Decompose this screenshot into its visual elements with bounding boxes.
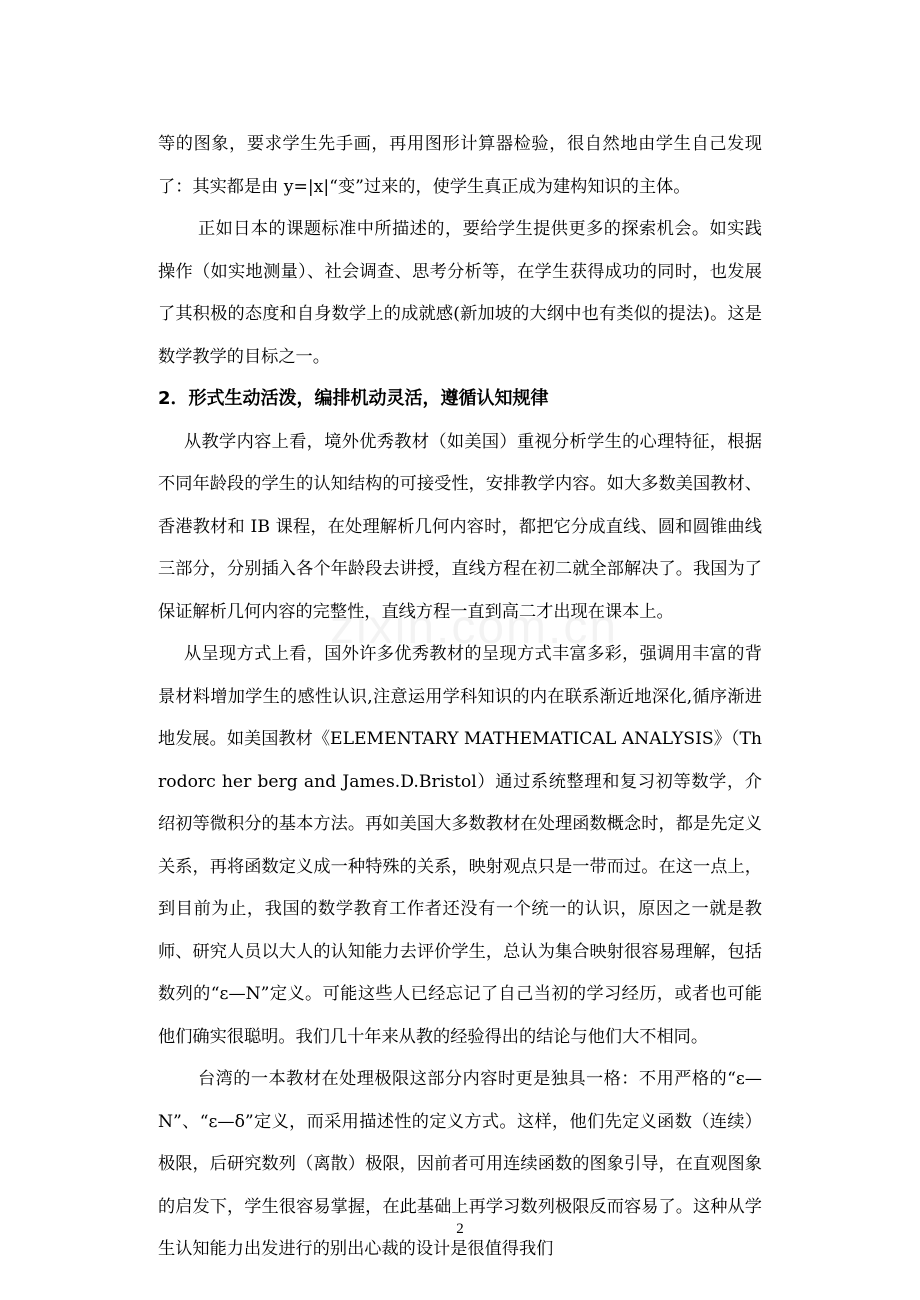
section-paragraph-2: 从呈现方式上看，国外许多优秀教材的呈现方式丰富多彩，强调用丰富的背景材料增加学生的感性认识,注意运用学科知识的内在联系渐近地深化,循序渐进地发展。如美国教材《ELEMENTARY MATHEMATICAL ANALYSIS》（Throdorc her berg and James.D.Bristol）通过系统整理和复习初等数学，介绍初等微积分的基本方法。再如美国大多数教材在处理函数概念时，都是先定义关系，再将函数定义成一种特殊的关系，映射观点只是一带而过。在这一点上，到目前为止，我国的数学教育工作者还没有一个统一的认识，原因之一就是教师、研究人员以大人的认知能力去评价学生，总认为集合映射很容易理解，包括数列的“ε—N”定义。可能这些人已经忘记了自己当初的学习经历，或者也可能他们确实很聪明。我们几十年来从教的经验得出的结论与他们大不相同。	[158, 644, 762, 1047]
section-heading: 2．形式生动活泼，编排机动灵活，遵循认知规律	[158, 388, 549, 409]
paragraph-2: 正如日本的课题标准中所描述的，要给学生提供更多的探索机会。如实践操作（如实地测量）、社会调查、思考分析等，在学生获得成功的同时，也发展了其积极的态度和自身数学上的成就感(新加坡的大纲中也有类似的提法)。这是数学教学的目标之一。	[158, 219, 762, 367]
paragraph-1: 等的图象，要求学生先手画，再用图形计算器检验，很自然地由学生自己发现了：其实都是由 y=|x|“变”过来的，使学生真正成为建构知识的主体。	[158, 134, 762, 197]
body-text	[158, 123, 762, 1271]
page-number: 2	[456, 1221, 464, 1237]
section-paragraph-1: 从教学内容上看，境外优秀教材（如美国）重视分析学生的心理特征，根据不同年龄段的学生的认知结构的可接受性，安排教学内容。如大多数美国教材、香港教材和 IB 课程，在处理解析几何内容时，都把它分成直线、圆和圆锥曲线三部分，分别插入各个年龄段去讲授，直线方程在初二就全部解决了。我国为了保证解析几何内容的完整性，直线方程一直到高二才出现在课本上。	[158, 431, 762, 622]
section-paragraph-3: 台湾的一本教材在处理极限这部分内容时更是独具一格：不用严格的“ε—N”、“ε—δ”定义，而采用描述性的定义方式。这样，他们先定义函数（连续）极限，后研究数列（离散）极限，因前者可用连续函数的图象引导，在直观图象的启发下，学生很容易掌握，在此基础上再学习数列极限反而容易了。这种从学生认知能力出发进行的别出心裁的设计是很值得我们	[158, 1069, 762, 1259]
